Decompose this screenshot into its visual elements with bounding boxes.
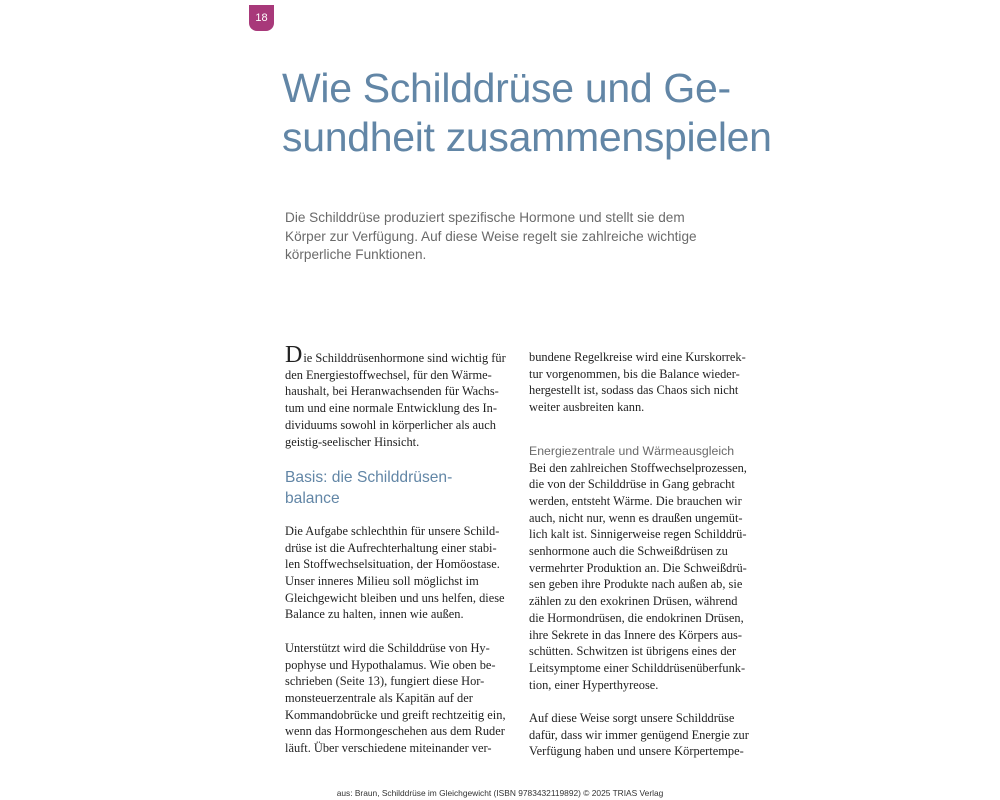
text-line: wenn das Hormongeschehen aus dem Ruder [285,724,505,739]
text-line: dividuums sowohl in körperlicher als auch [285,417,496,432]
text-line-rest: ie Schilddrüsenhormone sind wichtig für [303,351,506,365]
text-line: dafür, dass wir immer genügend Energie zur [529,727,749,742]
intro-line: Körper zur Verfügung. Auf diese Weise regelt sie zahlreiche wichtige [285,228,697,244]
text-line: drüse ist die Aufrechterhaltung einer stabi- [285,540,497,555]
text-line: Gleichgewicht bleiben und uns helfen, diese [285,590,505,605]
text-line: pophyse und Hypothalamus. Wie oben be- [285,657,496,672]
heading-line: Basis: die Schilddrüsen- [285,468,453,486]
intro-text [285,209,755,265]
text-line [285,342,525,368]
text-line: vermehrter Produktion an. Die Schweißdrü- [529,560,747,575]
text-line: Die Aufgabe schlechthin für unsere Schild- [285,523,500,538]
text-line: den Energiestoffwechsel, für den Wärme- [285,367,492,382]
left-column [285,342,525,773]
text-line: bundene Regelkreise wird eine Kurskorrek- [529,350,746,364]
heading-line: balance [285,490,340,508]
text-line: läuft. Über verschiedene miteinander ver- [285,741,492,756]
paragraph [285,640,525,757]
text-line: len Stoffwechselsituation, der Homöostase. [285,557,500,572]
paragraph [529,460,769,694]
intro-line: körperliche Funktionen. [285,247,427,262]
text-line: schrieben (Seite 13), fungiert diese Hor- [285,674,485,689]
text-line: Balance zu halten, innen wie außen. [285,607,464,622]
page-title [282,64,802,162]
subsection-heading: Energiezentrale und Wärmeausgleich [529,443,735,458]
text-line: Kommandobrücke und greift rechtzeitig ein, [285,707,506,722]
text-line: tion, einer Hyperthyreose. [529,677,659,692]
text-line: Auf diese Weise sorgt unsere Schilddrüse [529,711,735,726]
text-line: Unterstützt wird die Schilddrüse von Hy- [285,640,490,655]
text-line: tur vorgenommen, bis die Balance wieder- [529,366,740,381]
text-line: sen geben ihre Produkte nach außen ab, sie [529,577,743,592]
paragraph-intro [285,342,525,450]
text-line: die von der Schilddrüse in Gang gebracht [529,477,735,492]
text-line: monsteuerzentrale als Kapitän auf der [285,690,473,705]
text-line: Leitsymptome einer Schilddrüsenüberfunk- [529,660,746,675]
title-line: sundheit zusammenspielen [282,114,772,160]
paragraph [529,710,769,760]
text-line: werden, entsteht Wärme. Die brauchen wir [529,493,742,508]
title-line: Wie Schilddrüse und Ge- [282,65,731,111]
text-line: zählen zu den exokrinen Drüsen, während [529,594,738,609]
text-line: Verfügung haben und unsere Körpertempe- [529,744,744,759]
intro-line: Die Schilddrüse produziert spezifische Hormone und stellt sie dem [285,210,685,225]
text-line: tum und eine normale Entwicklung des In- [285,401,497,416]
text-line: Bei den zahlreichen Stoffwechselprozessen, [529,460,747,475]
section-heading [285,467,525,510]
text-line: weiter ausbreiten kann. [529,400,645,415]
paragraph [285,523,525,623]
text-line: hergestellt ist, sodass das Chaos sich nicht [529,383,739,398]
text-line: schütten. Schwitzen ist übrigens eines der [529,644,737,659]
text-line: die Hormondrüsen, die endokrinen Drüsen, [529,610,744,625]
paragraph [529,349,769,416]
drop-cap: D [285,342,303,368]
text-line: lich kalt ist. Sinnigerweise regen Schilddrü- [529,527,747,542]
page-number-badge: 18 [249,5,274,31]
text-line: geistig-seelischer Hinsicht. [285,434,420,449]
text-line: ihre Sekrete in das Innere des Körpers aus- [529,627,742,642]
text-line: auch, nicht nur, wenn es draußen ungemüt- [529,510,743,525]
text-line: haushalt, bei Heranwachsenden für Wachs- [285,384,499,399]
right-column [529,349,769,777]
source-footer: aus: Braun, Schilddrüse im Gleichgewicht (ISBN 9783432119892) © 2025 TRIAS Verlag [336,788,664,798]
text-line: senhormone auch die Schweißdrüsen zu [529,544,728,559]
text-line: Unser inneres Milieu soll möglichst im [285,574,479,589]
